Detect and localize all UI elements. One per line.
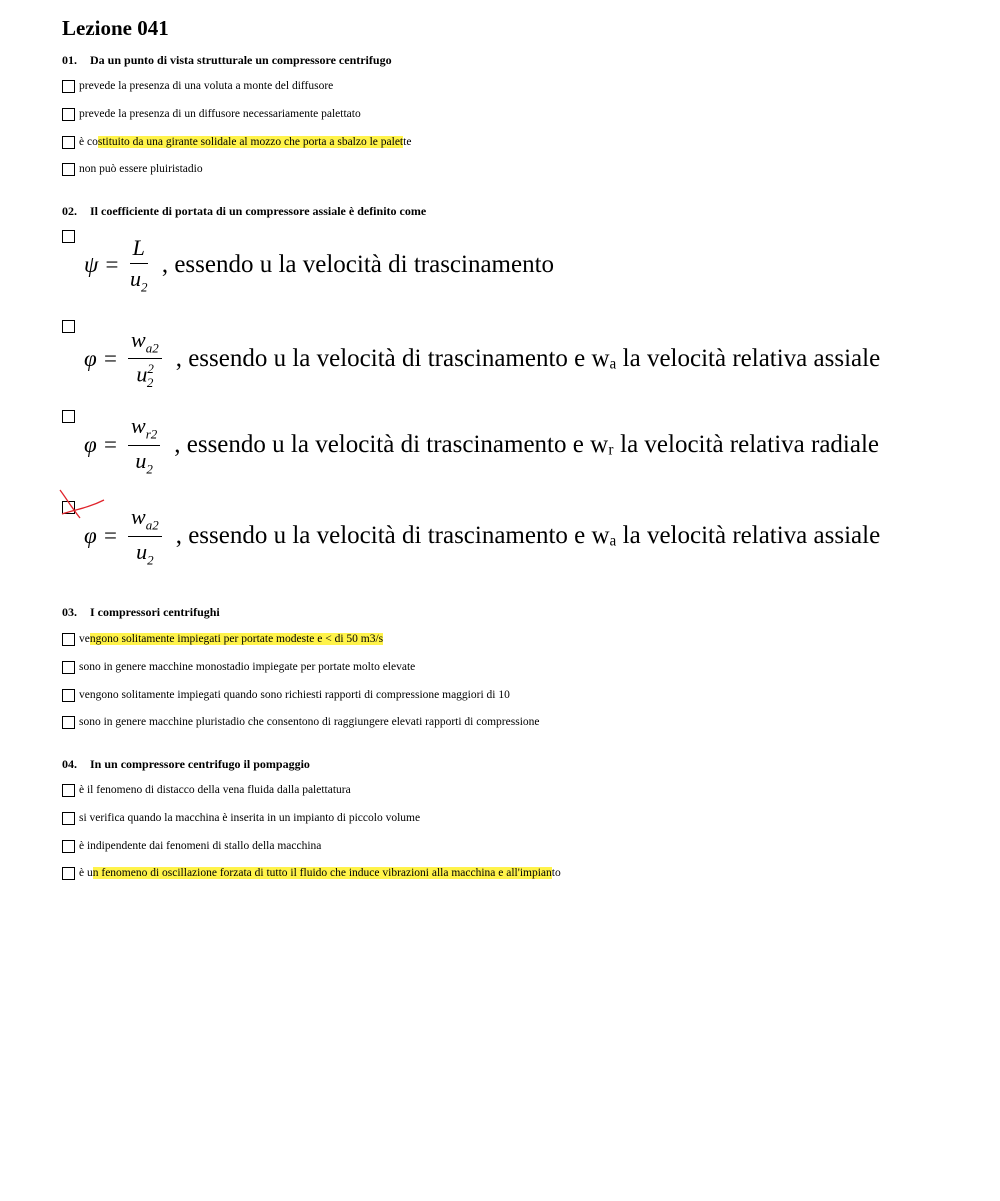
question-03-heading bbox=[62, 605, 220, 620]
formula-lhs: ψ = bbox=[84, 252, 120, 277]
option-row[interactable] bbox=[62, 810, 420, 826]
formula-description: , essendo u la velocità di trascinamento e wₐ la velocità relativa assiale bbox=[175, 522, 881, 549]
fraction-bar bbox=[128, 358, 162, 359]
formula-option[interactable] bbox=[62, 320, 942, 390]
question-number: 03. bbox=[62, 605, 77, 619]
answer-checkbox[interactable] bbox=[62, 230, 75, 243]
denominator-superscript: 2 bbox=[147, 361, 154, 377]
option-text-tail: te bbox=[403, 136, 412, 148]
question-number: 02. bbox=[62, 204, 77, 218]
option-row[interactable] bbox=[62, 865, 561, 881]
denominator: u bbox=[136, 538, 148, 564]
fraction-bar bbox=[128, 445, 160, 446]
answer-checkbox[interactable] bbox=[62, 784, 75, 797]
formula-description: , essendo u la velocità di trascinamento e wᵣ la velocità relativa radiale bbox=[174, 431, 879, 458]
option-text: prevede la presenza di una voluta a monte del diffusore bbox=[79, 80, 334, 92]
formula-option[interactable] bbox=[62, 501, 942, 571]
answer-checkbox[interactable] bbox=[62, 661, 75, 674]
formula bbox=[84, 324, 880, 394]
formula bbox=[84, 230, 554, 300]
denominator-subscript: 2 bbox=[147, 551, 154, 567]
formula-lhs: φ = bbox=[84, 346, 118, 371]
page-title: Lezione 041 bbox=[62, 16, 169, 40]
option-text: è co bbox=[79, 136, 98, 148]
option-row[interactable] bbox=[62, 782, 351, 798]
numerator-subscript: a2 bbox=[145, 517, 159, 533]
denominator-subscript: 2 bbox=[146, 375, 154, 391]
option-row[interactable] bbox=[62, 631, 383, 647]
answer-checkbox[interactable] bbox=[62, 633, 75, 646]
option-row[interactable] bbox=[62, 838, 321, 854]
highlighted-answer-text: n fenomeno di oscillazione forzata di tutto il fluido che induce vibrazioni alla macchina e all'impian bbox=[92, 867, 552, 879]
numerator-subscript: a2 bbox=[145, 340, 159, 356]
fraction bbox=[128, 414, 160, 475]
answer-checkbox[interactable] bbox=[62, 136, 75, 149]
formula-lhs: φ = bbox=[84, 523, 118, 548]
option-text: si verifica quando la macchina è inserita in un impianto di piccolo volume bbox=[79, 812, 421, 824]
formula-lhs: φ = bbox=[84, 432, 118, 457]
answer-checkbox[interactable] bbox=[62, 689, 75, 702]
denominator: u bbox=[129, 265, 141, 291]
answer-checkbox[interactable] bbox=[62, 716, 75, 729]
numerator: w bbox=[131, 327, 146, 353]
option-text: prevede la presenza di un diffusore necessariamente palettato bbox=[79, 108, 361, 120]
denominator-subscript: 2 bbox=[140, 278, 148, 294]
numerator: L bbox=[132, 235, 145, 261]
formula-option[interactable] bbox=[62, 410, 942, 480]
answer-checkbox[interactable] bbox=[62, 80, 75, 93]
formula-description: , essendo u la velocità di trascinamento e wₐ la velocità relativa assiale bbox=[175, 345, 881, 372]
numerator: w bbox=[131, 413, 146, 439]
option-text-tail: to bbox=[551, 867, 561, 879]
answer-checkbox[interactable] bbox=[62, 812, 75, 825]
question-number: 01. bbox=[62, 53, 77, 67]
denominator-subscript: 2 bbox=[146, 460, 153, 476]
question-text: Da un punto di vista strutturale un compressore centrifugo bbox=[90, 53, 392, 67]
option-row[interactable] bbox=[62, 161, 203, 177]
fraction bbox=[128, 505, 162, 566]
answer-checkbox[interactable] bbox=[62, 867, 75, 880]
numerator-subscript: r2 bbox=[145, 426, 158, 442]
answer-checkbox[interactable] bbox=[62, 163, 75, 176]
question-text: I compressori centrifughi bbox=[90, 605, 220, 619]
fraction bbox=[128, 328, 162, 389]
formula bbox=[84, 410, 879, 480]
highlighted-answer-text: stituito da una girante solidale al mozzo che porta a sbalzo le palet bbox=[97, 136, 404, 148]
formula-option[interactable] bbox=[62, 230, 942, 300]
option-text: sono in genere macchine pluristadio che consentono di raggiungere elevati rapporti di compressione bbox=[79, 716, 540, 728]
numerator: w bbox=[131, 504, 146, 530]
answer-checkbox[interactable] bbox=[62, 410, 75, 423]
option-row[interactable] bbox=[62, 687, 510, 703]
question-01-heading bbox=[62, 53, 392, 68]
option-row[interactable] bbox=[62, 106, 361, 122]
answer-checkbox[interactable] bbox=[62, 320, 75, 333]
option-row[interactable] bbox=[62, 78, 333, 94]
denominator: u bbox=[136, 361, 148, 387]
formula bbox=[84, 501, 880, 571]
question-text: In un compressore centrifugo il pompaggio bbox=[90, 757, 310, 771]
option-text: ve bbox=[79, 633, 90, 645]
question-04-heading bbox=[62, 757, 310, 772]
handwritten-check-icon bbox=[58, 488, 108, 524]
option-text: è u bbox=[79, 867, 93, 879]
denominator: u bbox=[135, 447, 147, 473]
answer-checkbox[interactable] bbox=[62, 108, 75, 121]
answer-checkbox[interactable] bbox=[62, 840, 75, 853]
fraction bbox=[130, 236, 148, 293]
formula-description: , essendo u la velocità di trascinamento bbox=[161, 251, 555, 278]
question-02-heading bbox=[62, 204, 426, 219]
fraction-bar bbox=[128, 536, 162, 537]
option-text: sono in genere macchine monostadio impiegate per portate molto elevate bbox=[79, 661, 416, 673]
highlighted-answer-text: ngono solitamente impiegati per portate modeste e < di 50 m3/s bbox=[89, 633, 384, 645]
option-text: è indipendente dai fenomeni di stallo della macchina bbox=[79, 840, 322, 852]
option-text: è il fenomeno di distacco della vena fluida dalla palettatura bbox=[79, 784, 351, 796]
option-row[interactable] bbox=[62, 659, 415, 675]
question-number: 04. bbox=[62, 757, 77, 771]
fraction-bar bbox=[130, 263, 148, 264]
option-text: non può essere pluiristadio bbox=[79, 163, 203, 175]
option-text: vengono solitamente impiegati quando sono richiesti rapporti di compressione maggiori di 10 bbox=[79, 689, 510, 701]
option-row[interactable] bbox=[62, 714, 540, 730]
option-row[interactable] bbox=[62, 134, 411, 150]
question-text: Il coefficiente di portata di un compressore assiale è definito come bbox=[90, 204, 427, 218]
